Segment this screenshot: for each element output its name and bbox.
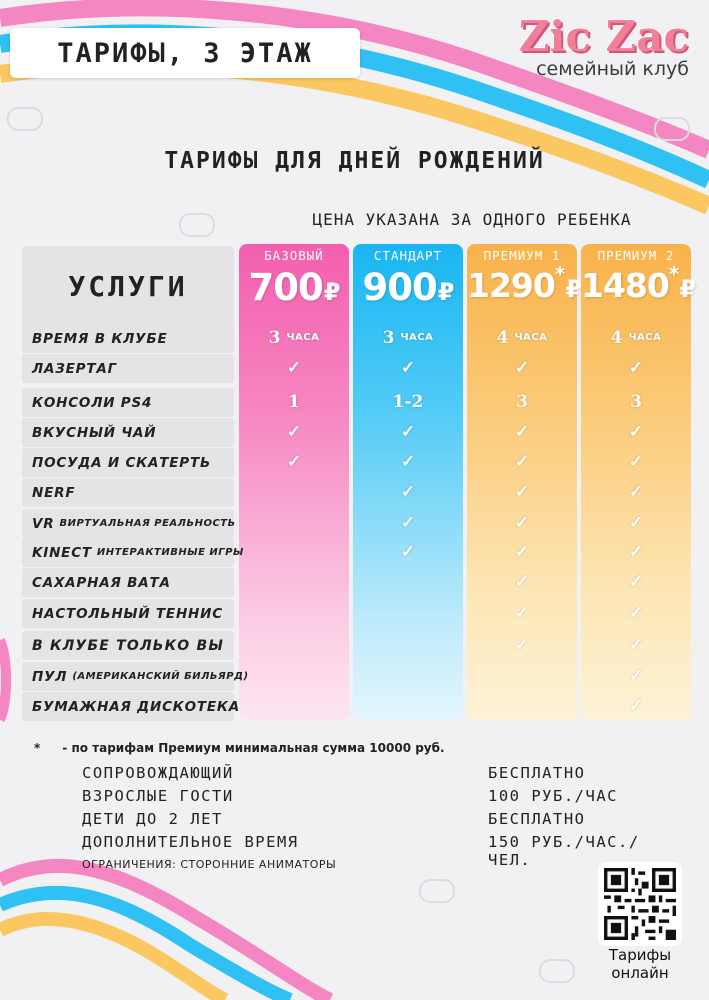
extra-fee-label: ДОПОЛНИТЕЛЬНОЕ ВРЕМЯ [82,833,299,851]
tariff-value [239,387,349,416]
cell-value: ✓ [628,421,644,442]
cell-value: 4 [496,327,509,348]
footnote-text: - по тарифам Премиум минимальная сумма 10000 руб. [62,741,445,755]
tariff-value [467,387,577,416]
cell-value: ✓ [400,451,416,472]
service-subtitle: (АМЕРИКАНСКИЙ БИЛЬЯРД) [72,671,249,682]
service-subtitle: ВИРТУАЛЬНАЯ РЕАЛЬНОСТЬ [59,518,236,529]
check-icon [581,598,691,627]
cell-value: ✓ [628,481,644,502]
cell-unit: ЧАСА [514,332,548,343]
qr-label-line1: Тарифы [608,946,672,964]
service-subtitle: ИНТЕРАКТИВНЫЕ ИГРЫ [96,547,244,558]
check-icon [467,537,577,566]
service-row-label [22,599,234,628]
service-row-label [22,388,234,417]
service-row-label [22,692,241,721]
check-icon [353,508,463,537]
cell-unit: ЧАСА [628,332,662,343]
cell-value: ✓ [628,634,644,655]
check-icon [581,417,691,446]
service-name: KINECT [32,544,92,561]
check-icon [467,477,577,506]
restriction-note: ОГРАНИЧЕНИЯ: СТОРОННИЕ АНИМАТОРЫ [82,858,337,871]
service-name: NERF [32,484,76,501]
plan-price: 1290*₽ [467,262,582,305]
cell-value: 3 [630,391,642,412]
check-icon [239,447,349,476]
check-icon [467,567,577,596]
qr-label-line2: онлайн [611,964,669,982]
cell-value: ✓ [514,602,530,623]
check-icon [581,353,691,382]
cell-value: ✓ [400,481,416,502]
footnote-asterisk: * [34,741,41,755]
service-name: ПОСУДА И СКАТЕРТЬ [32,454,212,471]
cell-value: ✓ [628,512,644,533]
footnote [34,741,445,755]
cell-value: ✓ [400,421,416,442]
cell-value: 3 [382,327,395,348]
check-icon [353,477,463,506]
service-name: ПУЛ [32,668,68,685]
cell-value: ✓ [400,541,416,562]
price-note: ЦЕНА УКАЗАНА ЗА ОДНОГО РЕБЕНКА [312,210,632,229]
service-row-label [22,478,234,507]
cell-value: 1-2 [392,391,424,412]
extra-fee-row [82,810,672,832]
service-row-label [22,324,234,353]
check-icon [467,630,577,659]
service-name: ЛАЗЕРТАГ [32,360,118,377]
cell-value: 1 [288,391,300,412]
logo-tagline: семейный клуб [536,58,689,80]
tariff-value [467,323,577,352]
service-row-label [22,662,249,691]
cell-value: ✓ [628,541,644,562]
service-row-label [22,568,234,597]
tariff-value [239,323,349,352]
check-icon [467,508,577,537]
service-row-label [22,538,244,567]
service-name: САХАРНАЯ ВАТА [32,574,171,591]
check-icon [581,447,691,476]
service-row-label [22,354,234,383]
cell-value: ✓ [400,512,416,533]
service-row-label [22,418,234,447]
check-icon [353,353,463,382]
qr-code[interactable] [598,862,682,946]
service-name: ВРЕМЯ В КЛУБЕ [32,330,168,347]
plan-price: 700₽ [248,266,340,309]
cell-unit: ЧАСА [400,332,434,343]
extra-fee-value: 100 РУБ./ЧАС [488,787,618,805]
service-row-label [22,631,234,660]
cell-value: ✓ [628,602,644,623]
extra-fee-label: СОПРОВОЖДАЮЩИЙ [82,764,234,782]
service-name: НАСТОЛЬНЫЙ ТЕННИС [32,605,223,622]
cell-value: ✓ [286,451,302,472]
cell-value: ✓ [514,451,530,472]
qr-code-icon [604,868,676,940]
cell-value: ✓ [628,451,644,472]
check-icon [581,508,691,537]
check-icon [353,537,463,566]
plan-price: 900₽ [362,266,454,309]
check-icon [467,353,577,382]
service-name: ВКУСНЫЙ ЧАЙ [32,424,157,441]
cell-value: ✓ [628,695,644,716]
check-icon [581,477,691,506]
services-header: УСЛУГИ [22,246,234,326]
plan-name: БАЗОВЫЙ [264,248,324,263]
club-logo [509,14,689,80]
tariff-value [581,387,691,416]
check-icon [581,537,691,566]
cell-value: ✓ [514,634,530,655]
cell-value: ✓ [286,357,302,378]
cell-value: ✓ [514,357,530,378]
check-icon [581,567,691,596]
check-icon [239,417,349,446]
cell-value: ✓ [514,481,530,502]
section-title: ТАРИФЫ ДЛЯ ДНЕЙ РОЖДЕНИЙ [164,148,545,174]
check-icon [353,417,463,446]
service-name: В КЛУБЕ ТОЛЬКО ВЫ [32,637,225,654]
extra-fee-row [82,764,672,786]
check-icon [239,353,349,382]
page-title: ТАРИФЫ, 3 ЭТАЖ [10,28,360,78]
check-icon [467,417,577,446]
plan-price: 1480*₽ [581,262,696,305]
service-row-label [22,448,234,477]
cell-unit: ЧАСА [286,332,320,343]
tariff-value [353,387,463,416]
extra-fee-value: 150 РУБ./ЧАС./ЧЕЛ. [488,833,640,869]
check-icon [467,598,577,627]
cell-value: ✓ [628,357,644,378]
check-icon [581,661,691,690]
cell-value: ✓ [514,512,530,533]
cell-value: ✓ [286,421,302,442]
service-name: БУМАЖНАЯ ДИСКОТЕКА [32,698,241,715]
check-icon [581,630,691,659]
cell-value: ✓ [400,357,416,378]
cell-value: 3 [516,391,528,412]
plan-name: ПРЕМИУМ 2 [597,248,675,263]
qr-label [586,946,694,982]
extra-fee-row [82,787,672,809]
check-icon [581,691,691,720]
cell-value: ✓ [514,421,530,442]
logo-name: Zic Zac [518,12,689,61]
check-icon [353,447,463,476]
cell-value: ✓ [514,571,530,592]
check-icon [467,447,577,476]
cell-value: ✓ [514,541,530,562]
cell-value: ✓ [628,665,644,686]
extra-fee-label: ВЗРОСЛЫЕ ГОСТИ [82,787,234,805]
service-row-label [22,509,234,538]
extra-fee-value: БЕСПЛАТНО [488,810,586,828]
cell-value: ✓ [628,571,644,592]
extra-fee-value: БЕСПЛАТНО [488,764,586,782]
service-name: VR [32,515,55,532]
tariff-value [353,323,463,352]
tariff-value [581,323,691,352]
plan-column-basic [239,244,349,720]
service-name: КОНСОЛИ PS4 [32,394,153,411]
plan-name: ПРЕМИУМ 1 [483,248,561,263]
cell-value: 4 [610,327,623,348]
plan-name: СТАНДАРТ [373,248,443,263]
cell-value: 3 [268,327,281,348]
extra-fee-label: ДЕТИ ДО 2 ЛЕТ [82,810,223,828]
